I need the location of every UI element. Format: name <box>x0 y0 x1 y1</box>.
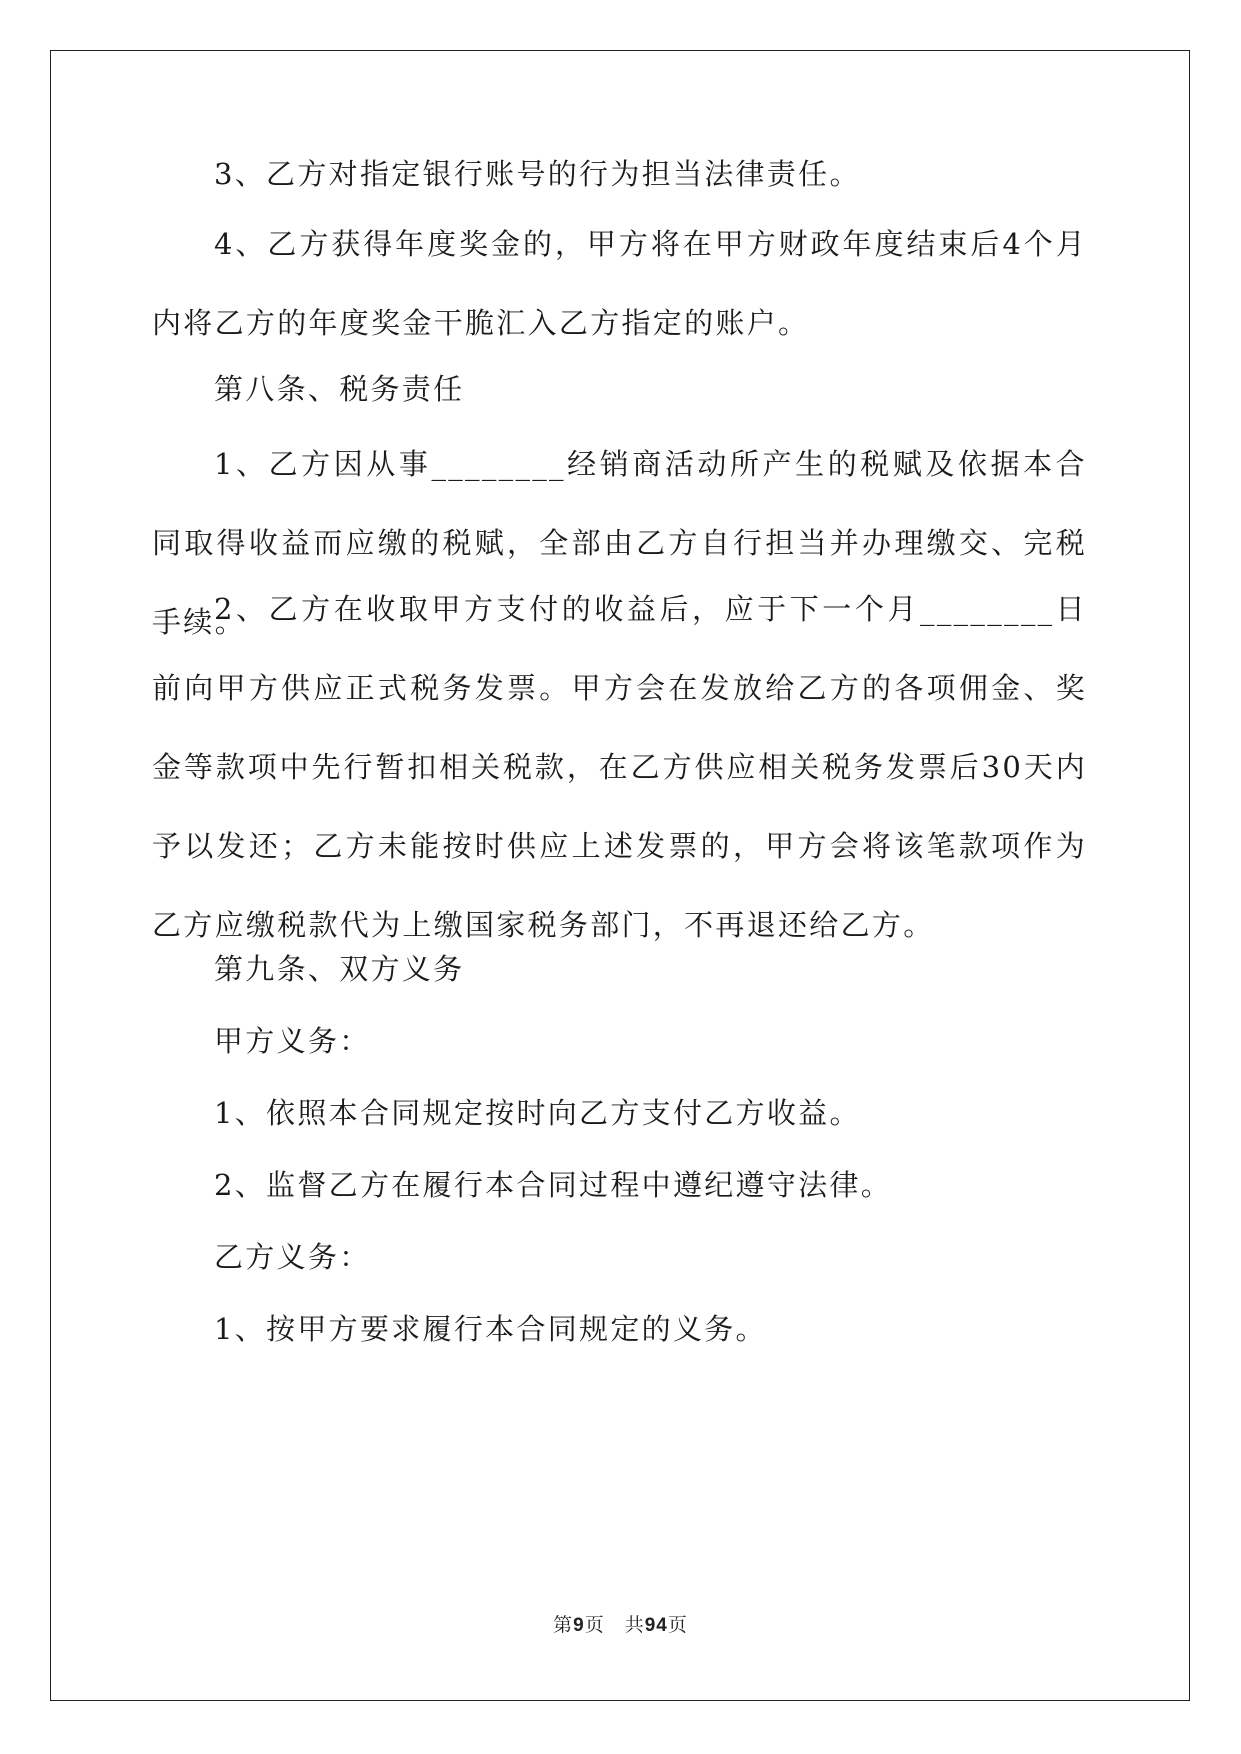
page-number: 9 <box>573 1615 585 1636</box>
paragraph: 4、乙方获得年度奖金的，甲方将在甲方财政年度结束后4个月内将乙方的年度奖金干脆汇入乙方指定的账户。 <box>152 227 1087 340</box>
page-prefix: 第 <box>553 1614 574 1636</box>
page-footer <box>0 1610 1241 1637</box>
paragraph: 2、监督乙方在履行本合同过程中遵纪遵守法律。 <box>214 1168 893 1202</box>
subheading: 乙方义务： <box>214 1240 371 1274</box>
section-heading: 第九条、双方义务 <box>214 952 465 986</box>
paragraph: 3、乙方对指定银行账号的行为担当法律责任。 <box>214 157 861 191</box>
paragraph: 2、乙方在收取甲方支付的收益后，应于下一个月________日前向甲方供应正式税务发票。甲方会在发放给乙方的各项佣金、奖金等款项中先行暂扣相关税款，在乙方供应相关税务发票后30天内予以发还；乙方未能按时供应上述发票的，甲方会将该笔款项作为乙方应缴税款代为上缴国家税务部门，不再退还给乙方。 <box>152 592 1087 942</box>
total-prefix: 共 <box>624 1614 645 1636</box>
paragraph: 1、按甲方要求履行本合同规定的义务。 <box>214 1312 767 1346</box>
paragraph: 1、依照本合同规定按时向乙方支付乙方收益。 <box>214 1096 861 1130</box>
paragraph: 1、乙方因从事________经销商活动所产生的税赋及依据本合同取得收益而应缴的税赋，全部由乙方自行担当并办理缴交、完税手续。 <box>152 447 1087 639</box>
section-heading: 第八条、税务责任 <box>214 372 465 406</box>
page-label: 页 <box>584 1614 605 1636</box>
subheading: 甲方义务： <box>214 1024 371 1058</box>
total-pages: 94 <box>644 1615 668 1636</box>
total-label: 页 <box>667 1614 688 1636</box>
